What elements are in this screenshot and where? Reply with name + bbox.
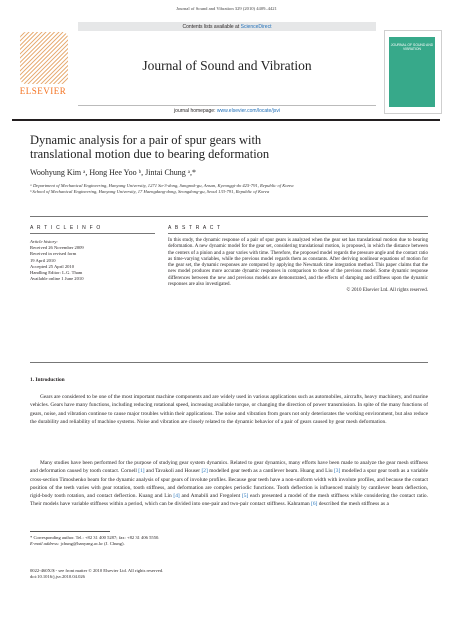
p2-text: and Tavakoli and Houser	[144, 468, 202, 475]
journal-header-band	[12, 22, 440, 112]
intro-paragraph-2	[30, 459, 428, 509]
contents-line	[78, 24, 376, 30]
article-history	[30, 239, 155, 282]
history-item: Received in revised form	[30, 251, 77, 257]
history-item: Accepted 25 April 2010	[30, 263, 75, 269]
authors: Woohyung Kim ᵃ, Hong Hee Yoo ᵇ, Jintai Chung ᵃ,*	[30, 168, 196, 177]
p2-text: Many studies have been performed for the purpose of studying gear system dynamics. Related to gear dynamics, many efforts have been made to analyze the gear mesh stiffness and deformation caused by tooth contact. Cornell	[30, 460, 428, 475]
contents-prefix: Contents lists available at	[182, 24, 241, 30]
footnote-rule	[30, 531, 110, 532]
title-line-1: Dynamic analysis for a pair of spur gears with	[30, 133, 262, 147]
running-head: Journal of Sound and Vibration 329 (2010) 4409–4421	[176, 6, 277, 11]
abstract-bottom-rule	[30, 362, 428, 363]
abstract-body	[168, 238, 428, 295]
abstract-rule	[168, 233, 428, 234]
p2-text: described the mesh stiffness as a	[317, 501, 389, 508]
history-item: 19 April 2010	[30, 257, 56, 263]
p2-text: each presented a model of the mesh stiffness while considering the contact ratio. Their models have variable stiffness within a period, which can be divided into one-pair and two-pair contact stiffness. Kahraman	[30, 493, 428, 508]
citation-link[interactable]: [3]	[334, 468, 341, 475]
elsevier-tree-icon	[20, 32, 68, 84]
email-address[interactable]: jchung@hanyang.ac.kr (J. Chung).	[59, 541, 125, 547]
abstract-copyright: © 2010 Elsevier Ltd. All rights reserved.	[346, 288, 428, 294]
history-item: Received 26 November 2009	[30, 245, 84, 251]
history-item: Handling Editor: L.G. Tham	[30, 270, 83, 276]
corresponding-author: * Corresponding author. Tel.: +82 31 400 5287; fax: +82 31 406 5550.	[30, 535, 160, 540]
affiliations-rule	[30, 216, 428, 217]
journal-cover	[384, 30, 442, 114]
footnote	[30, 535, 428, 547]
sciencedirect-link[interactable]: ScienceDirect	[240, 24, 272, 30]
history-item: Available online 1 June 2010	[30, 276, 84, 282]
citation-link[interactable]: [4]	[173, 493, 180, 500]
journal-homepage	[78, 108, 376, 114]
intro-paragraph-1: Gears are considered to be one of the most important machine components and are widely used in various applications such as automobiles, aircrafts, heavy machinery, and marine vehicles. Gears have many functions, including reducing rotational speed, increasing available torque, or changing the direction of power transmission. In spite of the many functions of gears, noise, and vibration continue to cause major troubles within their applications. The noise and vibration from gears not only deteriorates the working environment, but also reduce the durability and reliability of machine systems. Noise and vibration are closely related to the dynamic behavior of a pair of gears caused by gear mesh deformation.	[30, 394, 428, 425]
affiliations	[30, 183, 430, 196]
elsevier-logo	[14, 32, 72, 100]
homepage-prefix: journal homepage:	[174, 108, 217, 114]
abstract-heading: A B S T R A C T	[168, 225, 222, 231]
p2-text: modelled a spur gear tooth as a variable cross-section Timoshenko beam for the dynamic analysis of spur gears of involute profiles. Because gear teeth have a non-uniform width with involute profiles, and because the contact position of the teeth varies with gear rotation, tooth stiffness, and deformation are complex periodic functions. Tooth deflection is influenced mainly by cantilever beam deflection, rigid-body tooth rotation, and contact deflection. Kuang and Lin	[30, 468, 428, 500]
homepage-link[interactable]: www.elsevier.com/locate/jsvi	[216, 108, 280, 114]
affiliation-a: ᵃ Department of Mechanical Engineering, Hanyang University, 1271 Sa-3-dong, Sangnok-gu, Ansan, Kyeonggi-do 425-791, Republic of Korea	[30, 183, 294, 188]
article-title	[30, 133, 430, 161]
article-info-heading: A R T I C L E I N F O	[30, 225, 102, 231]
band-divider	[78, 105, 376, 106]
front-matter	[30, 568, 163, 580]
email-label: E-mail address:	[30, 541, 60, 547]
p2-text: and Amabili and Fregolent	[179, 493, 242, 500]
issn-line: 0022-460X/$ - see front matter © 2010 Elsevier Ltd. All rights reserved.	[30, 568, 164, 573]
email-line	[30, 541, 428, 547]
p2-text: modelled gear teeth as a cantilever beam. Huang and Liu	[207, 468, 335, 475]
intro-heading: 1. Introduction	[30, 377, 65, 383]
title-line-2: translational motion due to bearing deformation	[30, 147, 270, 161]
doi-line[interactable]: doi:10.1016/j.jsv.2010.04.026	[30, 574, 85, 580]
affiliation-b: ᵇ School of Mechanical Engineering, Hanyang University, 17 Haengdang-dong, Seongdong-gu, Seoul 133-791, Republic of Korea	[30, 189, 270, 195]
elsevier-wordmark: ELSEVIER	[19, 86, 67, 96]
cover-image	[389, 37, 435, 107]
citation-link[interactable]: [6]	[311, 501, 318, 508]
citation-link[interactable]: [2]	[201, 468, 208, 475]
history-heading: Article history:	[30, 239, 58, 244]
journal-title: Journal of Sound and Vibration	[142, 58, 312, 73]
citation-link[interactable]: [1]	[138, 468, 145, 475]
article-info-rule	[30, 233, 155, 234]
header-rule	[12, 119, 440, 121]
cover-title: JOURNAL OF SOUND AND VIBRATION	[390, 43, 434, 51]
abstract-text: In this study, the dynamic response of a pair of spur gears is analyzed when the gear set has translational motion due to bearing deformation. A new dynamic model for the gear set, considering translational motion, is proposed, in which the distance between the centers of a pinion and a gear varies with time. Therefore, the proposed model regards the pressure angle and the contact ratio as time-varying variables, while the previous model regards them as constants. After deriving nonlinear equations of motion for the gear set, the dynamic responses are computed by applying the Newmark time integration method. This paper claims that the new model produces more accurate dynamic responses in comparison to those of the previous model. Some dynamic response differences between the new and previous models are demonstrated, and the effects of damping and stiffness upon the dynamic responses are also investigated.	[168, 238, 428, 288]
citation-link[interactable]: [5]	[241, 493, 249, 500]
